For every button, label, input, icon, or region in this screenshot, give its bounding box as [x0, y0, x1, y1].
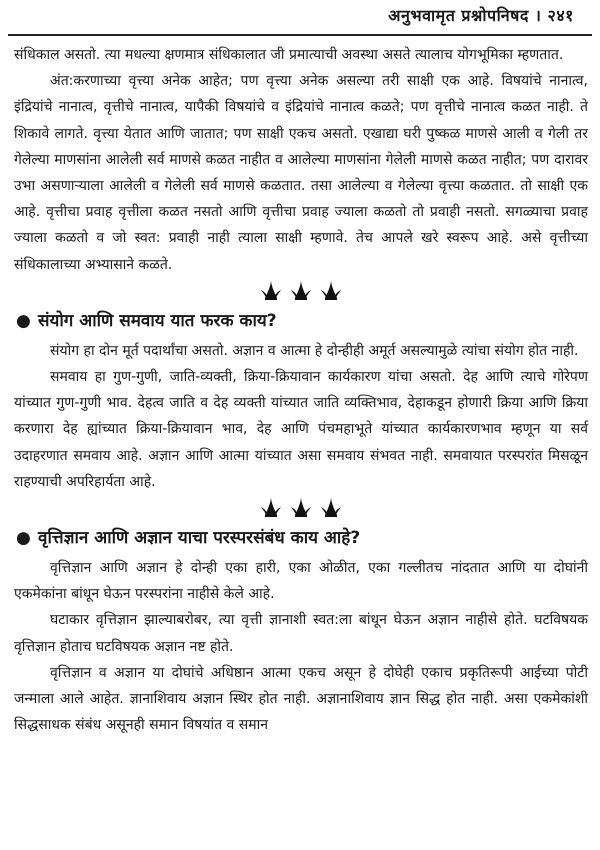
paragraph: वृत्तिज्ञान व अज्ञान या दोघांचे अधिष्ठान आत्मा एकच असून हे दोघेही एकाच प्रकृतिरूपी आईच्या पोटी जन्माला आले आहेत. ज्ञानाशिवाय अज्ञान स्थिर होत नाही. अज्ञानाशिवाय ज्ञान सिद्ध होत नाही. असा एकमेकांशी सिद्धसाधक संबंध असूनही समान विषयांत व समान: [14, 664, 588, 734]
header-rule: [8, 34, 592, 36]
bullet-icon: ●: [16, 528, 31, 549]
running-header: अनुभवामृत प्रश्नोपनिषद । २४१: [388, 6, 574, 25]
paragraph: समवाय हा गुण-गुणी, जाति-व्यक्ती, क्रिया-क्रियावान कार्यकारण यांचा असतो. देह आणि त्याचे गोरेपण यांच्यात गुण-गुणी भाव. देहत्व जाति व देह व्यक्ती यांच्यात जाति व्यक्तिभाव, देहाकडून होणारी क्रिया आणि क्रिया करणारा देह ह्यांच्यात क्रिया-क्रियावान भाव, देह आणि पंचमहाभूते यांच्यात कार्यकारणभाव म्हणून या सर्व उदाहरणात समवाय आहे. अज्ञान आणि आत्मा यांच्यात असा समवाय संभवत नाही. समवायात परस्परांत मिसळून राहण्याची अपरिहार्यता आहे.: [14, 369, 588, 490]
lotus-ornament-icon: [251, 278, 351, 302]
paragraph: वृत्तिज्ञान आणि अज्ञान हे दोन्ही एका हारी, एका ओळीत, एका गल्लीतच नांदतात आणि या दोघांनी एकमेकांना बांधून घेऊन परस्परांना नाहीसे केले आहे.: [14, 560, 588, 603]
paragraph: घटाकार वृत्तिज्ञान झाल्याबरोबर, त्या वृत्ती ज्ञानाशी स्वत:ला बांधून घेऊन अज्ञान नाहीसे होते. घटविषयक वृत्तिज्ञान होताच घटविषयक अज्ञान नष्ट होते.: [14, 612, 588, 655]
lotus-ornament-icon: [14, 278, 588, 304]
section-heading: [14, 304, 588, 338]
lotus-ornament-icon: [251, 495, 351, 519]
section-heading-text: संयोग आणि समवाय यात फरक काय?: [38, 310, 277, 331]
lotus-ornament-icon: [14, 495, 588, 521]
section-heading: [14, 521, 588, 555]
paragraph: संयोग हा दोन मूर्त पदार्थांचा असतो. अज्ञान व आत्मा हे दोन्हीही अमूर्त असल्यामुळे त्यांचा संयोग होत नाही.: [50, 342, 579, 359]
section-heading-text: वृत्तिज्ञान आणि अज्ञान याचा परस्परसंबंध काय आहे?: [38, 528, 361, 549]
page-body: [14, 42, 588, 738]
bullet-icon: ●: [16, 310, 31, 331]
paragraph: संधिकाल असतो. त्या मधल्या क्षणमात्र संधिकालात जी प्रमात्याची अवस्था असते त्यालाच योगभूमिका म्हणतात.: [14, 47, 564, 63]
paragraph: अंत:करणाच्या वृत्त्या अनेक आहेत; पण वृत्त्या अनेक असल्या तरी साक्षी एक आहे. विषयांचे नानात्व, इंद्रियांचे नानात्व, वृत्तीचे नानात्व, यापैकी विषयांचे व इंद्रियांचे नानात्व कळते; पण वृत्तीचे नानात्व कळत नाही. ते शिकावे लागते. वृत्त्या येतात आणि जातात; पण साक्षी एकच असतो. एखाद्या घरी पुष्कळ माणसे आली व गेली तर गेलेल्या माणसांना आलेली सर्व माणसे कळत नाहीत व आलेल्या माणसांना गेलेली माणसे कळत नाहीत; पण दारावर उभा असणाऱ्याला आलेली व गेलेली सर्व माणसे कळतात. तसा आलेल्या व गेलेल्या वृत्त्या कळतात. तो साक्षी एक आहे. वृत्तीचा प्रवाह वृत्तीला कळत नसतो आणि वृत्तीचा प्रवाह ज्याला कळतो तो प्रवाही नसतो. सगळ्याचा प्रवाह ज्याला कळतो व जो स्वत: प्रवाही नाही त्याला साक्षी म्हणावे. तेच आपले खरे स्वरूप आहे. असे वृत्तीच्या संधिकालाच्या अभ्यासाने कळते.: [14, 73, 588, 273]
